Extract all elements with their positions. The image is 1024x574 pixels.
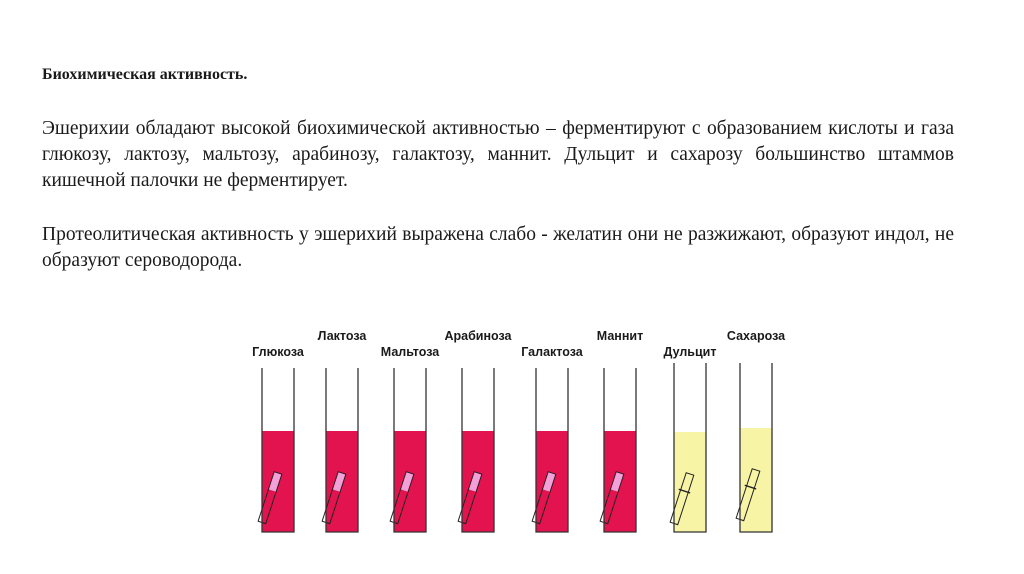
test-tubes-figure — [240, 318, 810, 538]
tube-label: Глюкоза — [252, 345, 304, 359]
tube-label: Лактоза — [317, 329, 367, 343]
tube-label: Галактоза — [521, 345, 583, 359]
slide-title: Биохимическая активность. — [42, 66, 248, 83]
paragraph-proteolysis: Протеолитическая активность у эшерихий выражена слабо - желатин они не разжижают, образуют индол, не образуют сероводорода. — [42, 224, 954, 271]
test-tube — [597, 329, 643, 532]
tube-liquid — [674, 432, 706, 532]
test-tube — [727, 329, 786, 532]
tube-label: Мальтоза — [380, 345, 440, 359]
tube-label: Маннит — [596, 329, 644, 343]
test-tube — [664, 345, 717, 532]
test-tube — [444, 329, 512, 532]
test-tube — [381, 345, 441, 532]
test-tube — [252, 345, 305, 532]
tube-label: Сахароза — [726, 329, 786, 343]
tube-label: Арабиноза — [444, 329, 512, 343]
tube-label: Дульцит — [663, 345, 717, 359]
test-tube — [318, 329, 368, 532]
test-tube — [521, 345, 583, 532]
paragraph-fermentation: Эшерихии обладают высокой биохимической активностью – ферментируют с образованием кислоты и газа глюкозу, лактозу, мальтозу, арабинозу, галактозу, маннит. Дульцит и сахарозу большинство штаммов кишечной палочки не ферментирует. — [42, 118, 954, 191]
